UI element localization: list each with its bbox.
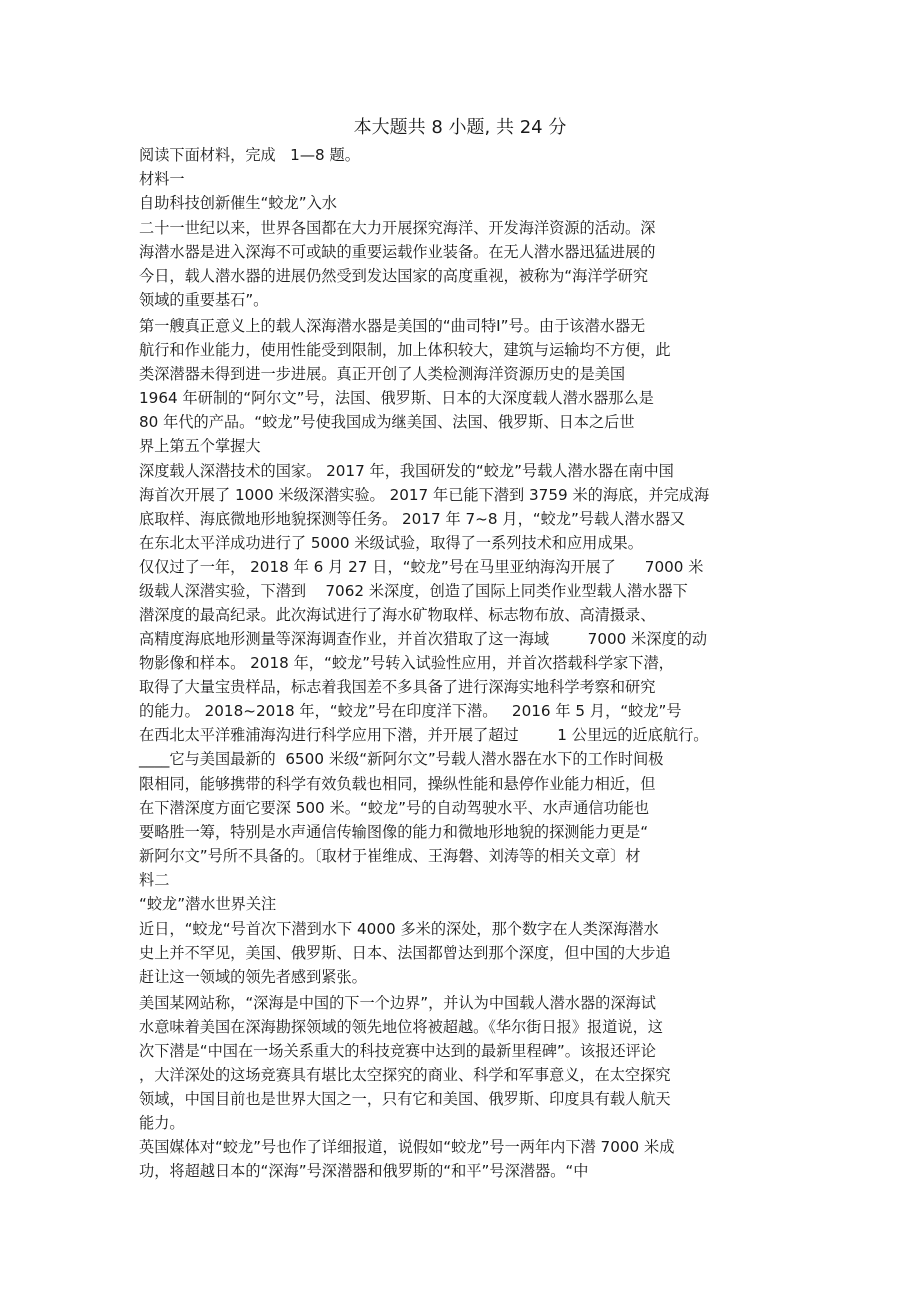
text-line: 仅仅过了一年， 2018 年 6 月 27 日，“蛟龙”号在马里亚纳海沟开展了 7000 米 [139,558,704,576]
text-line: 80 年代的产品。“蛟龙”号使我国成为继美国、法国、俄罗斯、日本之后世 [139,413,635,431]
text-line: ，大洋深处的这场竞赛具有堪比太空探究的商业、科学和军事意义，在太空探究 [139,1066,671,1084]
text-line: 领域的重要基石”。 [139,291,269,309]
text-line: 高精度海底地形测量等深海调查作业，并首次猎取了这一海域 7000 米深度的动 [139,630,708,648]
text-line: 第一艘真正意义上的载人深海潜水器是美国的“曲司特Ⅰ”号。由于该潜水器无 [139,317,646,335]
text-line: 底取样、海底微地形地貌探测等任务。 2017 年 7~8 月，“蛟龙”号载人潜水器又 [139,510,686,528]
text-line: 的能力。 2018~2018 年，“蛟龙”号在印度洋下潜。 2016 年 5 月，“蛟龙”号 [139,702,682,720]
text-line: 功，将超越日本的“深海”号深潜器和俄罗斯的“和平”号深潜器。“中 [139,1162,589,1180]
text-line: 次下潜是“中国在一场关系重大的科技竞赛中达到的最新里程碑”。该报还评论 [139,1042,656,1060]
text-line: 新阿尔文”号所不具备的。〔取材于崔维成、王海磐、刘涛等的相关文章〕材 [139,847,641,865]
text-line: 料二 [139,871,170,889]
text-line: 在西北太平洋雅浦海沟进行科学应用下潜，并开展了超过 1 公里远的近底航行。 [139,726,709,744]
section-title: 本大题共 8 小题, 共 24 分 [353,117,567,138]
text-line: 领域，中国目前也是世界大国之一，只有它和美国、俄罗斯、印度具有载人航天 [139,1090,671,1108]
text-line: 取得了大量宝贵样品，标志着我国差不多具备了进行深海实地科学考察和研究 [139,678,656,696]
text-line: “蛟龙”潜水世界关注 [139,895,277,913]
text-line: 深度载人深潜技术的国家。 2017 年，我国研发的“蛟龙”号载人潜水器在南中国 [139,462,674,480]
text-line: 界上第五个掌握大 [139,437,261,455]
text-line: 赶让这一领域的领先者感到紧张。 [139,968,367,986]
text-line: 英国媒体对“蛟龙”号也作了详细报道，说假如“蛟龙”号一两年内下潜 7000 米成 [139,1138,675,1156]
text-line: 史上并不罕见，美国、俄罗斯、日本、法国都曾达到那个深度，但中国的大步追 [139,944,671,962]
text-line: 在东北太平洋成功进行了 5000 米级试验，取得了一系列技术和应用成果。 [139,534,643,552]
text-line: 类深潜器未得到进一步进展。真正开创了人类检测海洋资源历史的是美国 [139,365,625,383]
text-line: 今日，载人潜水器的进展仍然受到发达国家的高度重视，被称为“海洋学研究 [139,267,649,285]
text-line: 1964 年研制的“阿尔文”号，法国、俄罗斯、日本的大深度载人潜水器那么是 [139,389,654,407]
text-line: 能力。 [139,1114,185,1132]
text-line: 要略胜一筹，特别是水声通信传输图像的能力和微地形地貌的探测能力更是“ [139,823,649,841]
text-line: 阅读下面材料，完成 1—8 题。 [139,146,360,164]
text-line: 二十一世纪以来，世界各国都在大力开展探究海洋、开发海洋资源的活动。深 [139,219,656,237]
text-line: 水意味着美国在深海勘探领域的领先地位将被超越。《华尔街日报》报道说，这 [139,1018,663,1036]
text-line: 海潜水器是进入深海不可或缺的重要运载作业装备。在无人潜水器迅猛进展的 [139,243,656,261]
text-line: 材料一 [139,170,185,188]
text-line: 潜深度的最高纪录。此次海试进行了海水矿物取样、标志物布放、高清摄录、 [139,606,656,624]
text-line: ____它与美国最新的 6500 米级“新阿尔文”号载人潜水器在水下的工作时间极 [139,750,664,768]
text-line: 近日，“蛟龙“号首次下潜到水下 4000 多米的深处，那个数字在人类深海潜水 [139,920,659,938]
text-line: 在下潜深度方面它要深 500 米。“蛟龙”号的自动驾驶水平、水声通信功能也 [139,799,650,817]
text-line: 自助科技创新催生“蛟龙”入水 [139,194,337,212]
text-line: 物影像和样本。 2018 年，“蛟龙”号转入试验性应用，并首次搭载科学家下潜， [139,654,674,672]
text-line: 海首次开展了 1000 米级深潜实验。 2017 年已能下潜到 3759 米的海底，并完成海 [139,486,710,504]
text-line: 限相同，能够携带的科学有效负载也相同，操纵性能和悬停作业能力相近，但 [139,775,656,793]
text-line: 级载人深潜实验，下潜到 7062 米深度，创造了国际上同类作业型载人潜水器下 [139,582,688,600]
text-line: 美国某网站称，“深海是中国的下一个边界”，并认为中国载人潜水器的深海试 [139,994,656,1012]
text-line: 航行和作业能力，使用性能受到限制，加上体积较大，建筑与运输均不方便，此 [139,341,671,359]
